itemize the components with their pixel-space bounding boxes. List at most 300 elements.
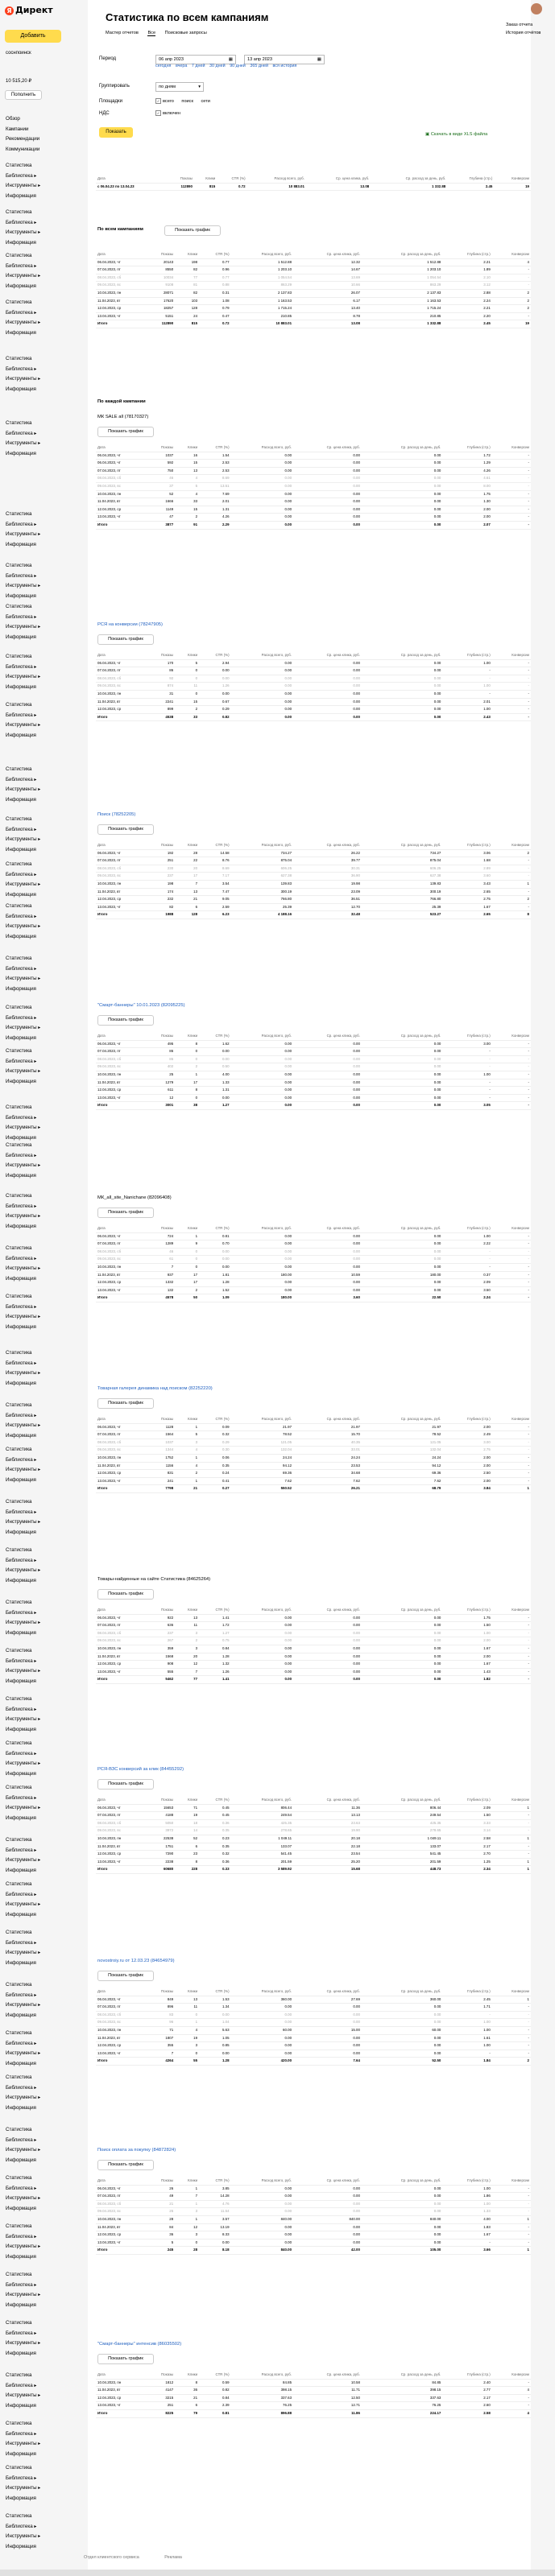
column-header[interactable]: CTR (%) bbox=[199, 251, 230, 258]
column-header[interactable]: Клики bbox=[175, 1607, 199, 1614]
nav-item-statistics[interactable]: Статистика bbox=[6, 1294, 32, 1299]
column-header[interactable]: Клики bbox=[175, 1033, 199, 1040]
column-header[interactable]: CTR (%) bbox=[199, 1416, 230, 1423]
campaign-title[interactable]: "Смарт-баннеры" 10.01.2023 (82095225) bbox=[97, 1003, 185, 1008]
column-header[interactable]: Ср. расход за день, руб. bbox=[362, 2178, 442, 2185]
nav-item-library[interactable]: Библиотека ▸ bbox=[6, 1706, 37, 1712]
nav-item-tools[interactable]: Инструменты ▸ bbox=[6, 923, 41, 929]
column-header[interactable]: Показы bbox=[146, 1225, 175, 1232]
nav-item-library[interactable]: Библиотека ▸ bbox=[6, 1557, 37, 1563]
column-header[interactable]: Клики bbox=[175, 1416, 199, 1423]
column-header[interactable]: Конверсии bbox=[492, 1797, 531, 1804]
nav-item-statistics[interactable]: Статистика bbox=[6, 2272, 32, 2277]
nav-item-statistics[interactable]: Статистика bbox=[6, 511, 32, 517]
nav-item-statistics[interactable]: Статистика bbox=[6, 1048, 32, 1054]
column-header[interactable]: Показы bbox=[146, 1416, 175, 1423]
platform-networks-checkbox[interactable]: сети bbox=[201, 98, 210, 104]
column-header[interactable]: Расход всего, руб. bbox=[231, 1416, 294, 1423]
nav-item-statistics[interactable]: Статистика bbox=[6, 1193, 32, 1199]
nav-item-tools[interactable]: Инструменты ▸ bbox=[6, 320, 41, 325]
show-graph-button[interactable]: Показать график bbox=[97, 824, 154, 835]
nav-item-tools[interactable]: Инструменты ▸ bbox=[6, 1314, 41, 1319]
nav-item-statistics[interactable]: Статистика bbox=[6, 1837, 32, 1843]
column-header[interactable]: CTR (%) bbox=[199, 1797, 230, 1804]
column-header[interactable]: Конверсии bbox=[494, 175, 531, 183]
nav-item-library[interactable]: Библиотека ▸ bbox=[6, 871, 37, 877]
campaign-title[interactable]: РСЯ на конверсии (78247905) bbox=[97, 622, 163, 627]
nav-item-statistics[interactable]: Статистика bbox=[6, 2320, 32, 2326]
nav-item-info[interactable]: Информация bbox=[6, 1911, 36, 1918]
nav-item-info[interactable]: Информация bbox=[6, 1275, 36, 1282]
nav-item-library[interactable]: Библиотека ▸ bbox=[6, 1412, 37, 1418]
nav-item-library[interactable]: Библиотека ▸ bbox=[6, 2330, 37, 2336]
calendar-icon[interactable]: ▦ bbox=[317, 57, 321, 62]
nav-item-tools[interactable]: Инструменты ▸ bbox=[6, 1213, 41, 1219]
nav-item-statistics[interactable]: Статистика bbox=[6, 1104, 32, 1110]
column-header[interactable]: Дата bbox=[96, 842, 146, 849]
nav-item-statistics[interactable]: Статистика bbox=[6, 956, 32, 961]
column-header[interactable]: CTR (%) bbox=[217, 175, 246, 183]
nav-item-tools[interactable]: Инструменты ▸ bbox=[6, 2244, 41, 2249]
tab-search-queries[interactable]: Поисковые запросы bbox=[164, 31, 207, 35]
column-header[interactable]: Ср. цена клика, руб. bbox=[293, 1033, 362, 1040]
nav-item-tools[interactable]: Инструменты ▸ bbox=[6, 1068, 41, 1074]
column-header[interactable]: Расход всего, руб. bbox=[247, 175, 306, 183]
calendar-icon[interactable]: ▦ bbox=[228, 57, 233, 62]
column-header[interactable]: Глубина (стр.) bbox=[442, 2372, 491, 2379]
nav-item-library[interactable]: Библиотека ▸ bbox=[6, 712, 37, 718]
column-header[interactable]: CTR (%) bbox=[199, 1033, 230, 1040]
nav-item-statistics[interactable]: Статистика bbox=[6, 1142, 32, 1148]
column-header[interactable]: Конверсии bbox=[492, 1988, 531, 1996]
nav-item-tools[interactable]: Инструменты ▸ bbox=[6, 836, 41, 842]
nav-item-info[interactable]: Информация bbox=[6, 1323, 36, 1330]
topup-button[interactable]: Пополнить bbox=[5, 90, 42, 100]
app-logo[interactable]: Я Директ bbox=[5, 5, 53, 15]
nav-item-library[interactable]: Библиотека ▸ bbox=[6, 172, 37, 179]
column-header[interactable]: Дата bbox=[96, 2178, 146, 2185]
nav-item-tools[interactable]: Инструменты ▸ bbox=[6, 674, 41, 679]
nav-item-info[interactable]: Информация bbox=[6, 1726, 36, 1732]
nav-item-tools[interactable]: Инструменты ▸ bbox=[6, 183, 41, 188]
column-header[interactable]: Глубина (стр.) bbox=[442, 1033, 491, 1040]
tab-all[interactable]: Все bbox=[147, 31, 156, 35]
nav-item-statistics[interactable]: Статистика bbox=[6, 2074, 32, 2080]
nav-item-library[interactable]: Библиотека ▸ bbox=[6, 2475, 37, 2481]
nav-item-tools[interactable]: Инструменты ▸ bbox=[6, 1567, 41, 1573]
column-header[interactable]: Ср. расход за день, руб. bbox=[362, 444, 442, 452]
column-header[interactable]: Ср. цена клика, руб. bbox=[293, 1225, 362, 1232]
show-graph-button[interactable]: Показать график bbox=[97, 1971, 154, 1981]
period-today[interactable]: сегодня bbox=[155, 64, 172, 68]
nav-item-statistics[interactable]: Статистика bbox=[6, 356, 32, 361]
nav-item-tools[interactable]: Инструменты ▸ bbox=[6, 786, 41, 792]
column-header[interactable]: Расход всего, руб. bbox=[231, 1225, 294, 1232]
column-header[interactable]: Ср. цена клика, руб. bbox=[293, 1988, 362, 1996]
nav-item-statistics[interactable]: Статистика bbox=[6, 1881, 32, 1887]
column-header[interactable]: Расход всего, руб. bbox=[231, 444, 294, 452]
column-header[interactable]: Клики bbox=[175, 2372, 199, 2379]
nav-item-library[interactable]: Библиотека ▸ bbox=[6, 521, 37, 527]
campaign-title[interactable]: Поиск (78252205) bbox=[97, 812, 136, 817]
show-graph-button[interactable]: Показать график bbox=[97, 1398, 154, 1409]
nav-item-library[interactable]: Библиотека ▸ bbox=[6, 1794, 37, 1801]
column-header[interactable]: Конверсии bbox=[492, 444, 531, 452]
vat-checkbox[interactable]: ✓ включен bbox=[156, 110, 180, 116]
nav-item-info[interactable]: Информация bbox=[6, 192, 36, 199]
nav-item-tools[interactable]: Инструменты ▸ bbox=[6, 2050, 41, 2056]
nav-item-info[interactable]: Информация bbox=[6, 985, 36, 992]
column-header[interactable]: Расход всего, руб. bbox=[231, 1988, 294, 1996]
show-graph-button[interactable]: Показать график bbox=[97, 1779, 154, 1790]
nav-item-info[interactable]: Информация bbox=[6, 1034, 36, 1041]
column-header[interactable]: Дата bbox=[96, 444, 146, 452]
nav-item-tools[interactable]: Инструменты ▸ bbox=[6, 1950, 41, 1955]
column-header[interactable]: Дата bbox=[96, 2372, 146, 2379]
campaign-title[interactable]: novostroiy.ru от 12.03.23 (84654979) bbox=[97, 1959, 175, 1963]
column-header[interactable]: Ср. цена клика, руб. bbox=[293, 444, 362, 452]
nav-item-library[interactable]: Библиотека ▸ bbox=[6, 309, 37, 316]
column-header[interactable]: Глубина (стр.) bbox=[442, 444, 491, 452]
column-header[interactable]: Клики bbox=[175, 842, 199, 849]
nav-item-tools[interactable]: Инструменты ▸ bbox=[6, 1467, 41, 1472]
column-header[interactable]: Расход всего, руб. bbox=[231, 1033, 294, 1040]
nav-item-statistics[interactable]: Статистика bbox=[6, 209, 32, 215]
column-header[interactable]: Показы bbox=[146, 444, 175, 452]
nav-item-info[interactable]: Информация bbox=[6, 1678, 36, 1684]
nav-item-tools[interactable]: Инструменты ▸ bbox=[6, 1857, 41, 1863]
report-history-link[interactable]: История отчётов bbox=[506, 31, 541, 35]
nav-item-library[interactable]: Библиотека ▸ bbox=[6, 430, 37, 436]
column-header[interactable]: Дата bbox=[96, 1225, 146, 1232]
column-header[interactable]: Дата bbox=[96, 1607, 146, 1614]
nav-item-communications[interactable]: Коммуникации bbox=[6, 146, 40, 152]
column-header[interactable]: Показы bbox=[146, 1797, 175, 1804]
horizontal-scrollbar[interactable] bbox=[0, 2570, 555, 2576]
avatar[interactable] bbox=[531, 3, 542, 14]
nav-item-tools[interactable]: Инструменты ▸ bbox=[6, 531, 41, 537]
column-header[interactable]: Дата bbox=[96, 1988, 146, 1996]
column-header[interactable]: Ср. цена клика, руб. bbox=[293, 1416, 362, 1423]
column-header[interactable]: Ср. расход за день, руб. bbox=[362, 1225, 442, 1232]
column-header[interactable]: Клики bbox=[175, 652, 199, 659]
nav-item-info[interactable]: Информация bbox=[6, 683, 36, 690]
nav-item-info[interactable]: Информация bbox=[6, 1770, 36, 1777]
nav-item-statistics[interactable]: Статистика bbox=[6, 604, 32, 609]
column-header[interactable]: Расход всего, руб. bbox=[231, 1797, 294, 1804]
nav-item-library[interactable]: Библиотека ▸ bbox=[6, 1939, 37, 1946]
nav-item-info[interactable]: Информация bbox=[6, 1134, 36, 1141]
nav-item-info[interactable]: Информация bbox=[6, 1380, 36, 1386]
column-header[interactable]: Глубина (стр.) bbox=[442, 1607, 491, 1614]
campaign-title[interactable]: Товарная галерея динамика над поиском (82252220) bbox=[97, 1386, 213, 1391]
column-header[interactable]: CTR (%) bbox=[199, 652, 230, 659]
nav-item-library[interactable]: Библиотека ▸ bbox=[6, 826, 37, 832]
nav-item-statistics[interactable]: Статистика bbox=[6, 654, 32, 659]
column-header[interactable]: Конверсии bbox=[492, 1225, 531, 1232]
column-header[interactable]: Глубина (стр.) bbox=[442, 1416, 491, 1423]
column-header[interactable]: Конверсии bbox=[492, 1033, 531, 1040]
column-header[interactable]: Дата bbox=[96, 175, 167, 183]
column-header[interactable]: Клики bbox=[175, 1225, 199, 1232]
nav-item-statistics[interactable]: Статистика bbox=[6, 2421, 32, 2426]
nav-item-info[interactable]: Информация bbox=[6, 2253, 36, 2260]
nav-item-info[interactable]: Информация bbox=[6, 2301, 36, 2308]
order-report-link[interactable]: Заказ отчета bbox=[506, 23, 533, 27]
nav-item-info[interactable]: Информация bbox=[6, 450, 36, 456]
nav-item-statistics[interactable]: Статистика bbox=[6, 420, 32, 426]
nav-item-tools[interactable]: Инструменты ▸ bbox=[6, 624, 41, 630]
nav-item-tools[interactable]: Инструменты ▸ bbox=[6, 1519, 41, 1525]
column-header[interactable]: Глубина (стр.) bbox=[442, 1225, 491, 1232]
campaign-title[interactable]: Поиск оплата за покупку (84872824) bbox=[97, 2148, 176, 2153]
column-header[interactable]: Расход всего, руб. bbox=[231, 842, 294, 849]
nav-item-library[interactable]: Библиотека ▸ bbox=[6, 219, 37, 225]
column-header[interactable]: Дата bbox=[96, 652, 146, 659]
nav-item-statistics[interactable]: Статистика bbox=[6, 2465, 32, 2471]
nav-item-library[interactable]: Библиотека ▸ bbox=[6, 1456, 37, 1463]
nav-item-library[interactable]: Библиотека ▸ bbox=[6, 613, 37, 620]
column-header[interactable]: Глубина (стр.) bbox=[442, 842, 491, 849]
column-header[interactable]: Расход всего, руб. bbox=[231, 652, 294, 659]
period-30d[interactable]: 30 дней bbox=[209, 64, 226, 68]
column-header[interactable]: Ср. расход за день, руб. bbox=[362, 652, 442, 659]
column-header[interactable]: Показы bbox=[146, 1607, 175, 1614]
nav-item-library[interactable]: Библиотека ▸ bbox=[6, 2084, 37, 2091]
nav-item-library[interactable]: Библиотека ▸ bbox=[6, 663, 37, 670]
column-header[interactable]: CTR (%) bbox=[199, 444, 230, 452]
column-header[interactable]: Ср. цена клика, руб. bbox=[306, 175, 371, 183]
column-header[interactable]: Дата bbox=[96, 1033, 146, 1040]
nav-item-info[interactable]: Информация bbox=[6, 1172, 36, 1179]
nav-item-statistics[interactable]: Статистика bbox=[6, 2030, 32, 2036]
nav-item-library[interactable]: Библиотека ▸ bbox=[6, 2185, 37, 2191]
column-header[interactable]: Ср. расход за день, руб. bbox=[362, 1797, 442, 1804]
nav-item-info[interactable]: Информация bbox=[6, 2157, 36, 2163]
column-header[interactable]: Конверсии bbox=[492, 652, 531, 659]
nav-item-tools[interactable]: Инструменты ▸ bbox=[6, 881, 41, 887]
campaign-title[interactable]: "Смарт-баннеры" интенсив (86035502) bbox=[97, 2342, 182, 2347]
column-header[interactable]: Клики bbox=[175, 1988, 199, 1996]
nav-item-campaigns[interactable]: Кампании bbox=[6, 126, 29, 132]
period-7d[interactable]: 7 дней bbox=[191, 64, 205, 68]
nav-item-tools[interactable]: Инструменты ▸ bbox=[6, 1716, 41, 1722]
column-header[interactable]: Клики bbox=[175, 2178, 199, 2185]
nav-item-tools[interactable]: Инструменты ▸ bbox=[6, 583, 41, 588]
column-header[interactable]: Ср. цена клика, руб. bbox=[293, 1607, 362, 1614]
nav-item-library[interactable]: Библиотека ▸ bbox=[6, 1657, 37, 1664]
column-header[interactable]: Ср. цена клика, руб. bbox=[293, 652, 362, 659]
nav-item-statistics[interactable]: Статистика bbox=[6, 1930, 32, 1935]
nav-item-statistics[interactable]: Статистика bbox=[6, 702, 32, 708]
nav-item-info[interactable]: Информация bbox=[6, 1078, 36, 1084]
date-to-input[interactable]: 13 апр 2023 ▦ bbox=[244, 55, 325, 64]
nav-item-library[interactable]: Библиотека ▸ bbox=[6, 1360, 37, 1366]
column-header[interactable]: Показы bbox=[146, 2178, 175, 2185]
nav-item-library[interactable]: Библиотека ▸ bbox=[6, 776, 37, 782]
period-yesterday[interactable]: вчера bbox=[175, 64, 188, 68]
nav-item-tools[interactable]: Инструменты ▸ bbox=[6, 1805, 41, 1810]
nav-item-info[interactable]: Информация bbox=[6, 796, 36, 803]
nav-item-library[interactable]: Библиотека ▸ bbox=[6, 1255, 37, 1261]
nav-item-library[interactable]: Библиотека ▸ bbox=[6, 2430, 37, 2437]
nav-item-tools[interactable]: Инструменты ▸ bbox=[6, 273, 41, 279]
column-header[interactable]: Конверсии bbox=[492, 842, 531, 849]
show-graph-button[interactable]: Показать график bbox=[97, 2160, 154, 2170]
column-header[interactable]: Дата bbox=[96, 1416, 146, 1423]
column-header[interactable]: Показы bbox=[146, 842, 175, 849]
nav-item-info[interactable]: Информация bbox=[6, 1529, 36, 1535]
nav-item-statistics[interactable]: Статистика bbox=[6, 1245, 32, 1251]
column-header[interactable]: Ср. цена клика, руб. bbox=[293, 251, 362, 258]
column-header[interactable]: Клики bbox=[175, 251, 199, 258]
nav-item-statistics[interactable]: Статистика bbox=[6, 903, 32, 909]
nav-item-info[interactable]: Информация bbox=[6, 2012, 36, 2018]
nav-item-statistics[interactable]: Статистика bbox=[6, 1350, 32, 1356]
nav-item-tools[interactable]: Инструменты ▸ bbox=[6, 2292, 41, 2297]
column-header[interactable]: Глубина (стр.) bbox=[442, 2178, 491, 2185]
nav-item-statistics[interactable]: Статистика bbox=[6, 1402, 32, 1408]
column-header[interactable]: CTR (%) bbox=[199, 1607, 230, 1614]
column-header[interactable]: Глубина (стр.) bbox=[442, 1797, 491, 1804]
column-header[interactable]: Ср. цена клика, руб. bbox=[293, 2372, 362, 2379]
nav-item-info[interactable]: Информация bbox=[6, 891, 36, 898]
show-graph-button[interactable]: Показать график bbox=[97, 2354, 154, 2364]
nav-item-statistics[interactable]: Статистика bbox=[6, 1005, 32, 1010]
nav-item-library[interactable]: Библиотека ▸ bbox=[6, 365, 37, 372]
nav-item-info[interactable]: Информация bbox=[6, 933, 36, 939]
column-header[interactable]: CTR (%) bbox=[199, 1988, 230, 1996]
nav-item-statistics[interactable]: Статистика bbox=[6, 1648, 32, 1653]
nav-item-tools[interactable]: Инструменты ▸ bbox=[6, 2195, 41, 2201]
nav-item-library[interactable]: Библиотека ▸ bbox=[6, 2233, 37, 2240]
show-graph-button[interactable]: Показать график bbox=[97, 427, 154, 437]
nav-item-info[interactable]: Информация bbox=[6, 2450, 36, 2457]
nav-item-library[interactable]: Библиотека ▸ bbox=[6, 1014, 37, 1021]
nav-item-statistics[interactable]: Статистика bbox=[6, 1499, 32, 1505]
nav-item-statistics[interactable]: Статистика bbox=[6, 2372, 32, 2378]
nav-item-statistics[interactable]: Статистика bbox=[6, 2223, 32, 2229]
nav-item-info[interactable]: Информация bbox=[6, 732, 36, 738]
show-button[interactable]: Показать bbox=[99, 127, 133, 138]
show-graph-button[interactable]: Показать график bbox=[164, 225, 221, 236]
nav-item-library[interactable]: Библиотека ▸ bbox=[6, 913, 37, 919]
nav-item-info[interactable]: Информация bbox=[6, 1959, 36, 1966]
nav-item-tools[interactable]: Инструменты ▸ bbox=[6, 229, 41, 235]
footer-link-ads[interactable]: Реклама bbox=[164, 2555, 182, 2560]
nav-item-info[interactable]: Информация bbox=[6, 541, 36, 547]
nav-item-info[interactable]: Информация bbox=[6, 2402, 36, 2409]
show-graph-button[interactable]: Показать график bbox=[97, 1208, 154, 1218]
download-xls-link[interactable]: ▣ Скачать в виде XLS файла bbox=[425, 132, 488, 137]
column-header[interactable]: Ср. цена клика, руб. bbox=[293, 2178, 362, 2185]
column-header[interactable]: Показы bbox=[146, 1033, 175, 1040]
nav-item-library[interactable]: Библиотека ▸ bbox=[6, 1303, 37, 1310]
nav-item-tools[interactable]: Инструменты ▸ bbox=[6, 440, 41, 446]
column-header[interactable]: Ср. цена клика, руб. bbox=[293, 842, 362, 849]
nav-item-statistics[interactable]: Статистика bbox=[6, 1447, 32, 1452]
nav-item-statistics[interactable]: Статистика bbox=[6, 1982, 32, 1988]
nav-item-recommendations[interactable]: Рекомендации bbox=[6, 136, 40, 142]
column-header[interactable]: Конверсии bbox=[492, 1607, 531, 1614]
nav-item-info[interactable]: Информация bbox=[6, 386, 36, 392]
column-header[interactable]: Клики bbox=[175, 444, 199, 452]
column-header[interactable]: Ср. цена клика, руб. bbox=[293, 1797, 362, 1804]
nav-item-library[interactable]: Библиотека ▸ bbox=[6, 2281, 37, 2288]
column-header[interactable]: Ср. расход за день, руб. bbox=[362, 1988, 442, 1996]
nav-item-info[interactable]: Информация bbox=[6, 1476, 36, 1483]
nav-item-library[interactable]: Библиотека ▸ bbox=[6, 262, 37, 269]
nav-item-statistics[interactable]: Статистика bbox=[6, 816, 32, 822]
column-header[interactable]: Ср. расход за день, руб. bbox=[362, 1416, 442, 1423]
column-header[interactable]: Дата bbox=[96, 251, 146, 258]
nav-item-info[interactable]: Информация bbox=[6, 2350, 36, 2356]
column-header[interactable]: Глубина (стр.) bbox=[447, 175, 494, 183]
show-graph-button[interactable]: Показать график bbox=[97, 1015, 154, 1026]
tab-report-master[interactable]: Мастер отчетов bbox=[106, 31, 139, 35]
platform-all-checkbox[interactable]: ✓ всего bbox=[156, 98, 174, 104]
nav-item-library[interactable]: Библиотека ▸ bbox=[6, 2382, 37, 2388]
date-from-input[interactable]: 06 апр 2023 ▦ bbox=[155, 55, 236, 64]
column-header[interactable]: Ср. расход за день, руб. bbox=[362, 1033, 442, 1040]
column-header[interactable]: Расход всего, руб. bbox=[231, 2178, 294, 2185]
column-header[interactable]: Показы bbox=[146, 652, 175, 659]
nav-item-tools[interactable]: Инструменты ▸ bbox=[6, 1901, 41, 1907]
column-header[interactable]: Клики bbox=[175, 1797, 199, 1804]
column-header[interactable]: Расход всего, руб. bbox=[231, 251, 294, 258]
nav-item-statistics[interactable]: Статистика bbox=[6, 2127, 32, 2132]
nav-item-tools[interactable]: Инструменты ▸ bbox=[6, 2147, 41, 2153]
nav-item-statistics[interactable]: Статистика bbox=[6, 563, 32, 568]
nav-item-library[interactable]: Библиотека ▸ bbox=[6, 1992, 37, 1998]
nav-item-statistics[interactable]: Статистика bbox=[6, 253, 32, 258]
nav-item-info[interactable]: Информация bbox=[6, 2060, 36, 2066]
nav-item-statistics[interactable]: Статистика bbox=[6, 2175, 32, 2181]
nav-item-library[interactable]: Библиотека ▸ bbox=[6, 1152, 37, 1158]
nav-item-info[interactable]: Информация bbox=[6, 2104, 36, 2111]
nav-item-info[interactable]: Информация bbox=[6, 634, 36, 640]
nav-item-info[interactable]: Информация bbox=[6, 329, 36, 336]
nav-item-tools[interactable]: Инструменты ▸ bbox=[6, 976, 41, 981]
nav-item-info[interactable]: Информация bbox=[6, 1629, 36, 1636]
column-header[interactable]: Расход всего, руб. bbox=[231, 1607, 294, 1614]
nav-item-library[interactable]: Библиотека ▸ bbox=[6, 1058, 37, 1064]
nav-item-statistics[interactable]: Статистика bbox=[6, 163, 32, 168]
nav-item-overview[interactable]: Обзор bbox=[6, 116, 20, 122]
column-header[interactable]: Конверсии bbox=[492, 1416, 531, 1423]
nav-item-tools[interactable]: Инструменты ▸ bbox=[6, 2441, 41, 2446]
nav-item-statistics[interactable]: Статистика bbox=[6, 299, 32, 305]
column-header[interactable]: Клики bbox=[194, 175, 217, 183]
nav-item-tools[interactable]: Инструменты ▸ bbox=[6, 1422, 41, 1428]
nav-item-tools[interactable]: Инструменты ▸ bbox=[6, 1025, 41, 1030]
nav-item-statistics[interactable]: Статистика bbox=[6, 766, 32, 772]
nav-item-statistics[interactable]: Статистика bbox=[6, 861, 32, 867]
column-header[interactable]: CTR (%) bbox=[199, 842, 230, 849]
nav-item-library[interactable]: Библиотека ▸ bbox=[6, 1609, 37, 1616]
nav-item-library[interactable]: Библиотека ▸ bbox=[6, 2523, 37, 2529]
nav-item-info[interactable]: Информация bbox=[6, 1814, 36, 1821]
footer-link-support[interactable]: Отдел клиентского сервиса bbox=[84, 2555, 139, 2560]
period-90d[interactable]: 90 дней bbox=[230, 64, 246, 68]
nav-item-library[interactable]: Библиотека ▸ bbox=[6, 1891, 37, 1897]
nav-item-tools[interactable]: Инструменты ▸ bbox=[6, 722, 41, 728]
column-header[interactable]: Показы bbox=[146, 1988, 175, 1996]
show-graph-button[interactable]: Показать график bbox=[97, 634, 154, 645]
nav-item-library[interactable]: Библиотека ▸ bbox=[6, 1114, 37, 1121]
column-header[interactable]: Глубина (стр.) bbox=[442, 251, 491, 258]
nav-item-info[interactable]: Информация bbox=[6, 2205, 36, 2211]
